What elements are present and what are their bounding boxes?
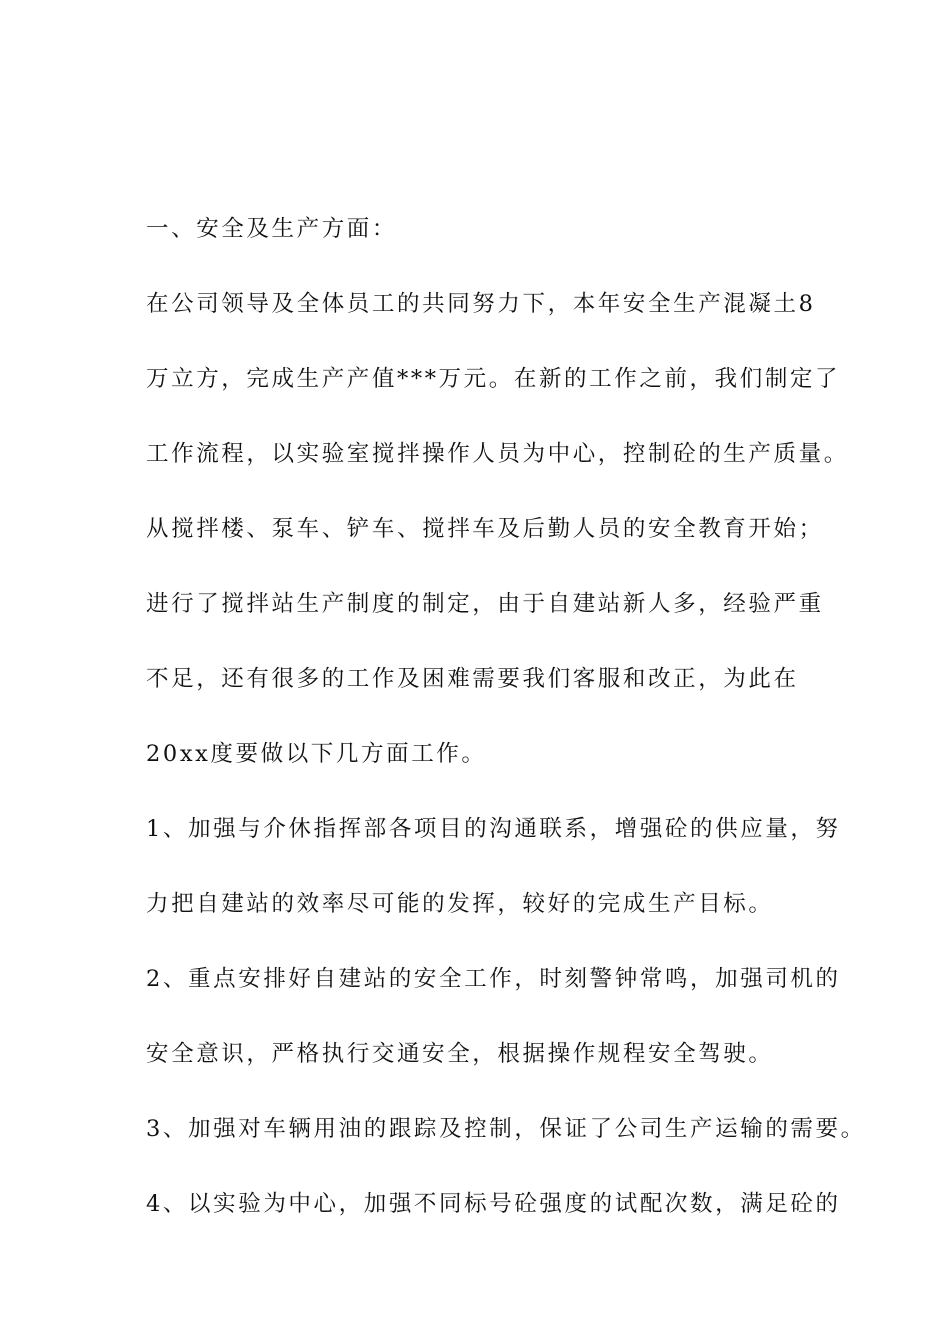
paragraph-line: 万立方，完成生产产值***万元。在新的工作之前，我们制定了: [146, 366, 841, 392]
paragraph-line: 工作流程，以实验室搅拌操作人员为中心，控制砼的生产质量。: [146, 441, 849, 467]
list-item-line: 力把自建站的效率尽可能的发挥，较好的完成生产目标。: [146, 891, 774, 917]
paragraph-line: 不足，还有很多的工作及困难需要我们客服和改正，为此在: [146, 666, 799, 692]
list-item-line: 2、重点安排好自建站的安全工作，时刻警钟常鸣，加强司机的: [146, 966, 841, 992]
section-heading: 一、安全及生产方面：: [146, 216, 398, 242]
paragraph-line: 从搅拌楼、泵车、铲车、搅拌车及后勤人员的安全教育开始；: [146, 516, 824, 542]
paragraph-line: 20xx度要做以下几方面工作。: [146, 741, 487, 767]
list-item-line: 安全意识，严格执行交通安全，根据操作规程安全驾驶。: [146, 1041, 774, 1067]
paragraph-line: 进行了搅拌站生产制度的制定，由于自建站新人多，经验严重: [146, 591, 824, 617]
document-body: [146, 209, 866, 1259]
list-item-line: 1、加强与介休指挥部各项目的沟通联系，增强砼的供应量，努: [146, 816, 841, 842]
list-item-line: 3、加强对车辆用油的跟踪及控制，保证了公司生产运输的需要。: [146, 1116, 866, 1142]
list-item-line: 4、以实验为中心，加强不同标号砼强度的试配次数，满足砼的: [146, 1191, 841, 1217]
paragraph-line: 在公司领导及全体员工的共同努力下，本年安全生产混凝土8: [146, 291, 816, 317]
